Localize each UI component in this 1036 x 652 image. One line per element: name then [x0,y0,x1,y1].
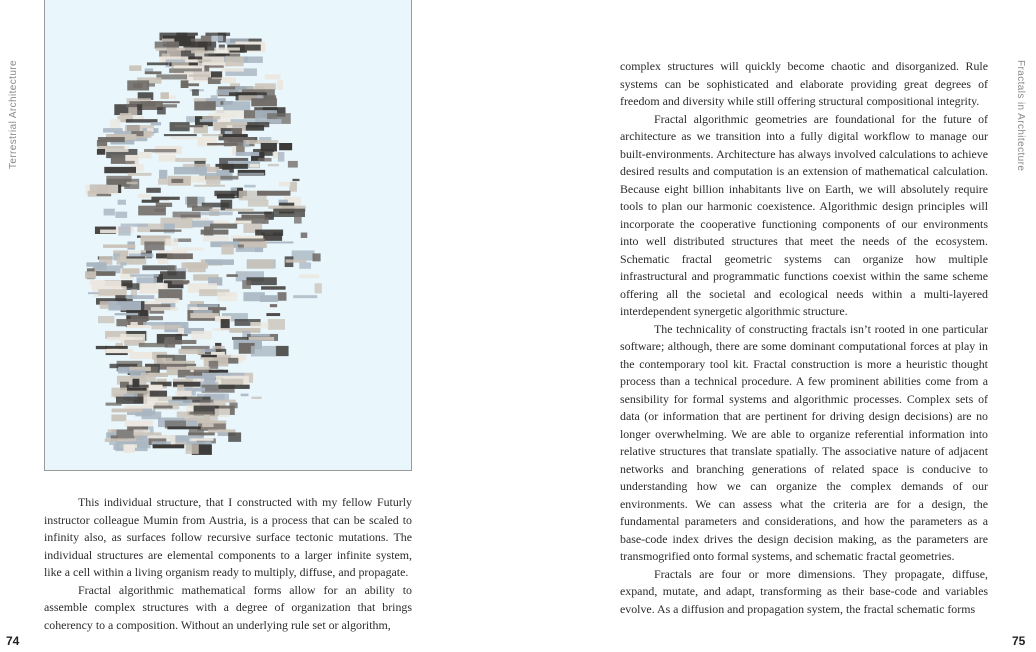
structure-block [91,286,108,289]
structure-block [126,256,144,258]
structure-block [148,373,168,377]
structure-block [111,415,126,422]
structure-block [128,173,152,176]
structure-block [258,158,272,162]
structure-block [100,230,119,234]
structure-block [104,209,115,216]
structure-block [160,271,186,279]
structure-block [248,200,268,207]
structure-block [133,83,142,88]
structure-block [123,444,134,452]
structure-block [192,206,212,211]
structure-block [229,92,257,95]
structure-block [173,382,200,387]
structure-block [206,176,221,185]
structure-block [257,191,290,196]
structure-block [157,107,166,114]
structure-block [231,128,242,134]
structure-block [200,119,218,122]
structure-block [201,230,229,235]
structure-block [188,432,215,435]
structure-block [188,265,206,272]
structure-block [108,301,141,310]
structure-block [98,185,109,194]
structure-block [165,238,178,246]
structure-block [201,212,233,216]
structure-block [234,221,251,224]
structure-block [266,313,280,316]
structure-block [139,152,152,159]
structure-block [222,77,236,83]
structure-block [171,179,183,183]
structure-block [299,274,319,278]
structure-block [98,146,125,149]
structure-block [154,209,164,212]
structure-block [171,137,205,139]
structure-block [221,244,233,254]
structure-block [156,48,185,51]
structure-block [202,349,216,352]
structure-block [223,134,248,137]
structure-block [212,36,223,42]
structure-block [205,33,230,36]
structure-block [301,233,308,238]
structure-block [144,149,176,152]
structure-block [229,51,247,53]
structure-block [147,62,169,65]
structure-block [106,403,122,406]
structure-block [222,68,244,71]
structure-block [191,331,211,339]
structure-block [225,209,254,211]
structure-block [261,286,285,289]
structure-block [189,74,210,76]
structure-block [97,194,112,197]
structure-block [201,355,217,357]
structure-block [188,397,203,400]
structure-block [251,397,261,399]
structure-block [98,316,114,323]
structure-block [210,224,237,229]
structure-block [106,149,129,152]
structure-block [138,194,151,198]
structure-block [184,83,199,86]
structure-block [121,224,149,227]
structure-block [191,51,214,54]
structure-block [124,161,134,164]
structure-block [294,215,302,224]
running-header-left: Terrestrial Architecture [8,60,19,170]
structure-block [186,444,199,454]
structure-block [217,292,237,301]
structure-block [97,149,105,155]
page-number-left: 74 [6,634,20,648]
structure-block [292,179,299,181]
structure-block [236,247,259,251]
structure-block [244,185,255,188]
structure-block [146,188,161,193]
structure-block [129,65,141,70]
structure-block [185,364,196,366]
structure-block [96,346,107,349]
structure-block [120,262,126,265]
page-number-right: 75 [1012,634,1026,648]
structure-block [270,304,277,307]
structure-block [238,212,272,214]
paragraph: Fractal algorithmic mathematical forms allow for an ability to assemble complex structures with a degree of organization that brings coherency to a composition. Without an underlying rule set or algorithm, [44,582,412,632]
structure-block [115,313,139,315]
structure-block [145,71,162,74]
structure-block [225,56,243,66]
structure-block [251,346,276,357]
structure-block [164,224,175,234]
paragraph: The technicality of constructing fractals isn’t rooted in one particular software; although, there are some dominant computational forces at play in the contemporary tool kit. Fractal construction is more a heuristic thought process than a technical procedure. A few prominent abilities come from a sensibility for formal systems and algorithmic processes. Complex sets of data (or information that are pertinent for driving design decisions) are no longer overwhelming. We are able to organize referential information into relative structures that translate spatially. The associative nature of adjacent networks and branching generations of related space is conducive to understanding how we can organize the complex demands of our environments. We can assess what the criteria are for a design, the fundamental parameters and considerations, and how the parameters as a base-code index drives the design decision making, as the parameters are transmogrified onto formal systems, and schematic fractal geometries. [620,321,988,563]
structure-block [289,182,297,192]
structure-block [88,292,99,294]
paragraph: Fractals are four or more dimensions. They propagate, diffuse, expand, mutate, and adapt, transforming as their base-code and variables evolve. As a diffusion and propagation system, the fractal schematic forms [620,566,988,616]
structure-block [151,197,179,200]
structure-block [268,164,279,166]
structure-block [170,95,176,99]
structure-block [130,274,159,276]
structure-block [159,155,176,162]
structure-block [279,143,292,150]
structure-block [218,432,230,435]
structure-block [167,426,200,429]
structure-block [194,185,225,187]
structure-block [97,140,107,147]
structure-block [279,182,290,186]
structure-block [268,319,285,330]
structure-block [276,346,289,356]
structure-block [147,83,155,86]
structure-block [205,259,234,265]
structure-block [288,161,298,168]
structure-block [126,104,137,107]
structure-block [85,271,96,278]
structure-block [223,101,250,110]
paragraph: This individual structure, that I constructed with my fellow Futurly instructor colleague Mumin from Austria, is a process that can be scaled to infinity also, as surfaces follow recursive surface tectonic mutations. The individual structures are elemental components to a larger infinite system, like a cell within a living organism ready to multiply, diffuse, and propagate. [44,495,412,579]
structure-block [122,268,139,273]
structure-block [142,200,160,203]
structure-block [278,292,287,301]
structure-block [227,274,238,277]
structure-block [115,212,127,218]
structure-block [202,423,213,427]
structure-block [265,74,281,79]
structure-block [221,379,243,386]
structure-block [218,385,249,389]
structure-block [127,325,150,328]
structure-block [104,167,136,173]
structure-block [151,122,161,125]
structure-block [127,250,146,252]
structure-block [173,247,204,250]
structure-block [160,92,168,99]
structure-block [118,227,130,236]
structure-block [299,262,311,268]
structure-block [98,289,126,295]
structure-block [242,280,251,289]
structure-block [213,400,236,403]
structure-block [167,253,193,259]
structure-block [241,394,249,397]
structure-block [313,253,321,261]
structure-block [192,89,199,95]
fractal-structure-illustration [45,0,411,470]
structure-block [155,42,179,49]
structure-block [126,119,158,122]
paragraph: Fractal algorithmic geometries are foundational for the future of architecture as we transition into a fully digital workflow to manage our built-environments. Architecture has always involved calculations to achieve desired results and computation is an extension of mathematical calculation. Because eight billion inhabitants live on Earth, we will absolutely require tools to plan our harmonic coexistence. Algorithmic design principles will incorporate the cooperative functioning components of our environments into well distributed structures that meet the needs of the ecosystem. Schematic fractal geometric systems can organize how multiple infrastructural and programmatic functions coexist within the same scheme offering all the societal and ecological needs within a multi-layered interdependent synergetic algorithmic structure. [620,111,988,318]
structure-block [172,280,190,284]
structure-block [203,235,229,241]
structure-block [247,259,273,268]
paragraph-continuation: complex structures will quickly become chaotic and disorganized. Rule systems can be sophisticated and elaborate providing great degrees of freedom and diversity while still offering structural compositional integrity. [620,59,988,108]
structure-block [207,143,238,145]
structure-block [254,107,278,110]
structure-block [190,313,219,318]
structure-block [242,215,250,217]
fractal-structure-image [44,0,412,471]
structure-block [194,101,215,110]
structure-block [162,358,172,361]
structure-block [103,244,135,247]
structure-block [246,277,276,285]
structure-block [158,259,168,264]
structure-block [315,283,322,293]
structure-block [151,307,179,311]
structure-block [238,173,264,175]
structure-block [126,295,155,299]
running-header-right: Fractals in Architecture [1015,60,1026,172]
structure-block [190,307,198,310]
structure-block [250,164,260,168]
structure-block [293,295,317,298]
structure-block [177,412,190,418]
structure-block [164,134,197,136]
left-page-body [44,494,412,634]
structure-block [150,230,182,232]
structure-block [292,250,315,260]
structure-block [251,98,277,106]
structure-block [202,134,225,136]
structure-block [88,191,97,197]
structure-block [139,343,168,347]
structure-block [153,444,185,448]
structure-block [191,438,213,440]
structure-block [112,409,143,413]
structure-block [118,200,126,205]
structure-block [250,322,268,328]
structure-block [236,152,259,156]
structure-block [251,334,270,337]
structure-block [228,432,241,441]
structure-block [106,349,133,353]
structure-block [217,194,235,199]
structure-block [277,80,283,90]
structure-block [286,259,307,262]
structure-block [175,125,203,127]
structure-block [278,152,285,162]
structure-block [144,241,164,250]
structure-block [178,349,205,354]
structure-block [208,307,226,310]
structure-block [159,170,167,179]
right-page-body [620,58,988,618]
fractal-structure-mass [85,33,322,455]
structure-block [164,340,196,344]
structure-block [154,406,173,409]
structure-block [151,325,181,329]
structure-block [160,104,177,107]
structure-block [126,182,137,184]
structure-block [209,361,218,369]
structure-block [260,295,278,302]
